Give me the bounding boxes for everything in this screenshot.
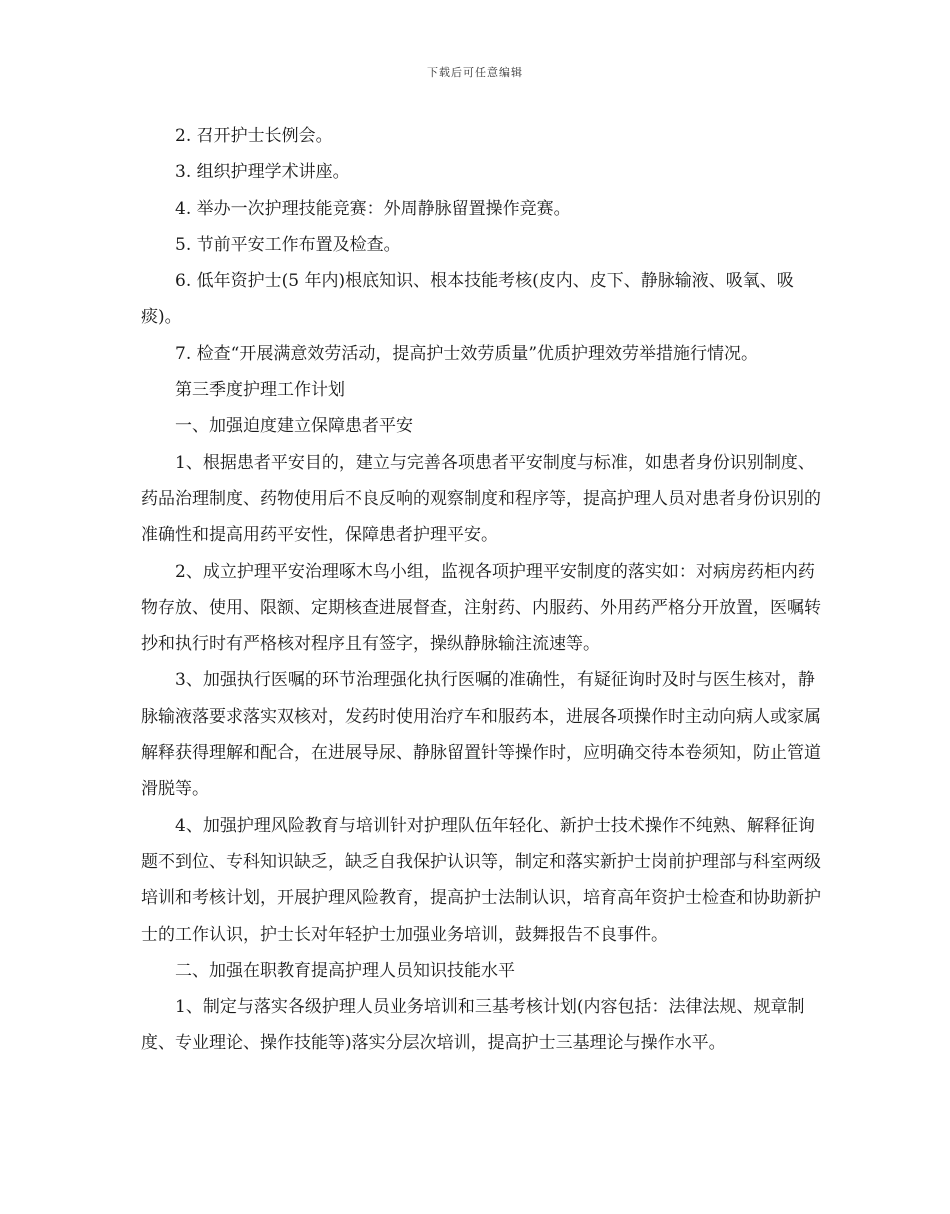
page-header: 下载后可任意编辑	[427, 66, 523, 79]
section-heading: 二、加强在职教育提高护理人员知识技能水平	[175, 960, 515, 981]
paragraph: 7. 检查“开展满意效劳活动，提高护士效劳质量”优质护理效劳举措施行情况。	[175, 343, 759, 364]
paragraph: 6. 低年资护士(5 年内)根底知识、根本技能考核(皮内、皮下、静脉输液、吸氧、吸痰)。	[141, 271, 794, 328]
paragraph: 4、加强护理风险教育与培训针对护理队伍年轻化、新护士技术操作不纯熟、解释征询题不到位、专科知识缺乏，缺乏自我保护认识等，制定和落实新护士岗前护理部与科室两级培训和考核计划，开展护理风险教育，提高护士法制认识，培育高年资护士检查和协助新护士的工作认识，护士长对年轻护士加强业务培训，鼓舞报告不良事件。	[141, 815, 821, 945]
paragraph: 3、加强执行医嘱的环节治理强化执行医嘱的准确性，有疑征询时及时与医生核对，静脉输液落要求落实双核对，发药时使用治疗车和服药本，进展各项操作时主动向病人或家属解释获得理解和配合，在进展导尿、静脉留置针等操作时，应明确交待本卷须知，防止管道滑脱等。	[141, 670, 821, 800]
paragraph: 3. 组织护理学术讲座。	[175, 162, 350, 183]
paragraph: 1、制定与落实各级护理人员业务培训和三基考核计划(内容包括：法律法规、规章制度、专业理论、操作技能等)落实分层次培训，提高护士三基理论与操作水平。	[141, 997, 805, 1054]
paragraph: 1、根据患者平安目的，建立与完善各项患者平安制度与标准，如患者身份识别制度、药品治理制度、药物使用后不良反响的观察制度和程序等，提高护理人员对患者身份识别的准确性和提高用药平安性，保障患者护理平安。	[141, 452, 821, 546]
section-heading: 一、加强迫度建立保障患者平安	[175, 416, 413, 437]
paragraph: 5. 节前平安工作布置及检查。	[175, 234, 401, 255]
paragraph: 2、成立护理平安治理啄木鸟小组，监视各项护理平安制度的落实如：对病房药柜内药物存放、使用、限额、定期核查进展督查，注射药、内服药、外用药严格分开放置，医嘱转抄和执行时有严格核对程序且有签字，操纵静脉输注流速等。	[141, 561, 821, 655]
document-body	[141, 118, 831, 1062]
paragraph: 4. 举办一次护理技能竞赛：外周静脉留置操作竞赛。	[175, 198, 571, 219]
section-title: 第三季度护理工作计划	[175, 380, 345, 401]
paragraph: 2. 召开护士长例会。	[175, 126, 333, 146]
